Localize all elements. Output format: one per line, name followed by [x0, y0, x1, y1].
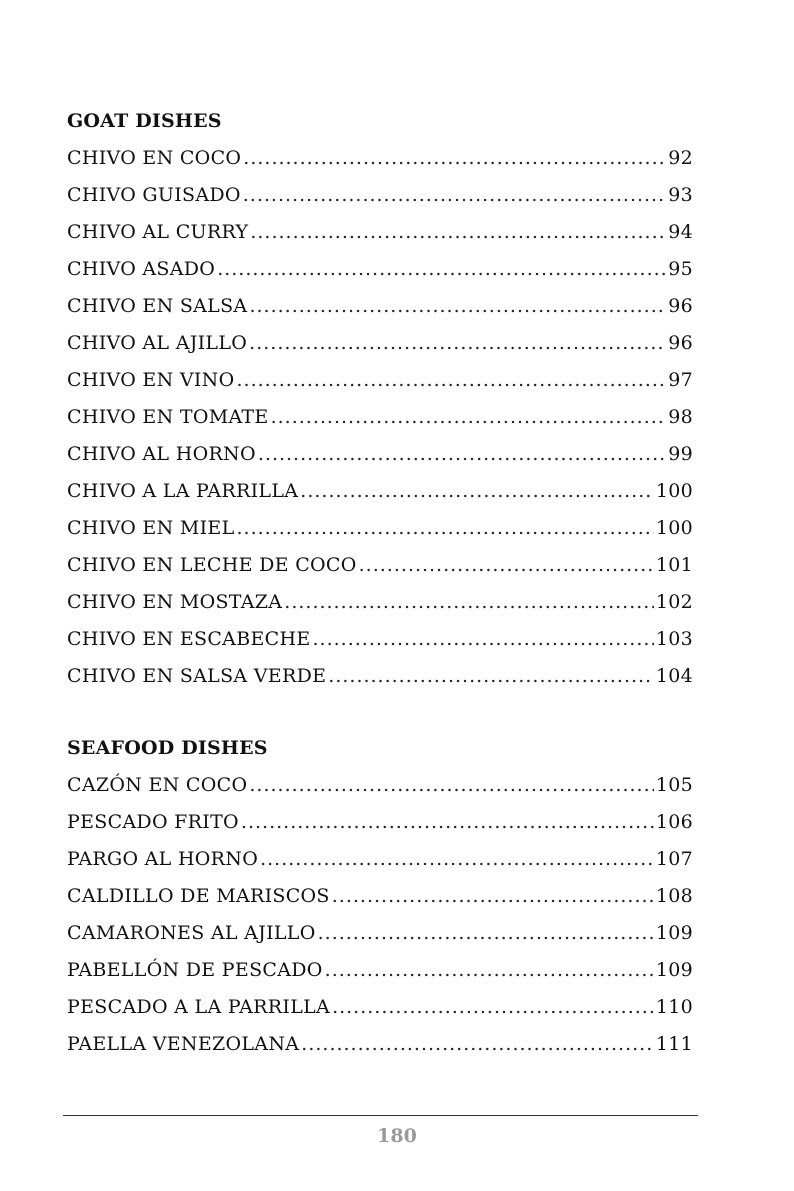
toc-entry-title: CHIVO EN MIEL [67, 517, 235, 539]
dot-leader [237, 515, 654, 541]
toc-entry-title: CHIVO AL HORNO [67, 443, 256, 465]
toc-entry [67, 478, 693, 515]
dot-leader [284, 589, 654, 615]
dot-leader [332, 883, 654, 909]
toc-entry-title: CHIVO EN SALSA [67, 295, 248, 317]
toc-entry [67, 994, 693, 1031]
page-number: 180 [377, 1125, 417, 1147]
dot-leader [359, 552, 654, 578]
toc-entry-page-number: 102 [655, 591, 693, 613]
dot-leader [250, 219, 666, 245]
toc-entry-title: CHIVO GUISADO [67, 184, 241, 206]
toc-entry [67, 1031, 693, 1068]
toc-entry-title: PAELLA VENEZOLANA [67, 1033, 300, 1055]
toc-list [67, 145, 693, 700]
toc-entry-page-number: 98 [668, 406, 693, 428]
toc-entry-page-number: 95 [668, 258, 693, 280]
section-heading: GOAT DISHES [67, 110, 222, 132]
toc-entry [67, 772, 693, 809]
dot-leader [271, 404, 667, 430]
toc-entry-page-number: 107 [655, 848, 693, 870]
dot-leader [313, 626, 654, 652]
toc-entry-page-number: 109 [655, 959, 693, 981]
toc-section-seafood-dishes [67, 735, 693, 1068]
toc-entry-title: CHIVO EN MOSTAZA [67, 591, 283, 613]
toc-entry-page-number: 97 [668, 369, 693, 391]
dot-leader [241, 809, 654, 835]
toc-entry-title: CHIVO EN ESCABECHE [67, 628, 311, 650]
toc-entry-page-number: 93 [668, 184, 693, 206]
toc-entry [67, 809, 693, 846]
toc-entry [67, 552, 693, 589]
toc-entry [67, 182, 693, 219]
toc-entry-page-number: 96 [668, 295, 693, 317]
toc-entry [67, 256, 693, 293]
toc-entry [67, 219, 693, 256]
dot-leader [243, 182, 666, 208]
toc-entry-title: CHIVO EN COCO [67, 147, 242, 169]
toc-entry [67, 367, 693, 404]
toc-entry-title: PESCADO FRITO [67, 811, 239, 833]
toc-entry-title: CHIVO EN SALSA VERDE [67, 665, 327, 687]
dot-leader [301, 1031, 654, 1057]
toc-entry-title: CHIVO ASADO [67, 258, 216, 280]
dot-leader [243, 145, 666, 171]
toc-entry-title: PESCADO A LA PARRILLA [67, 996, 331, 1018]
toc-entry-title: PABELLÓN DE PESCADO [67, 959, 323, 981]
dot-leader [249, 293, 666, 319]
toc-entry-title: PARGO AL HORNO [67, 848, 259, 870]
dot-leader [318, 920, 654, 946]
toc-entry-title: CALDILLO DE MARISCOS [67, 885, 330, 907]
toc-entry-title: CHIVO EN LECHE DE COCO [67, 554, 357, 576]
toc-entry-page-number: 106 [655, 811, 693, 833]
toc-entry [67, 404, 693, 441]
toc-entry-page-number: 111 [655, 1033, 693, 1055]
toc-entry-title: CHIVO AL AJILLO [67, 332, 248, 354]
dot-leader [260, 846, 654, 872]
toc-entry-title: CHIVO EN VINO [67, 369, 235, 391]
toc-entry-title: CAMARONES AL AJILLO [67, 922, 316, 944]
toc-entry [67, 663, 693, 700]
toc-entry-page-number: 110 [655, 996, 693, 1018]
toc-entry [67, 330, 693, 367]
toc-entry [67, 846, 693, 883]
dot-leader [328, 663, 654, 689]
toc-entry-page-number: 100 [655, 480, 693, 502]
toc-entry-page-number: 104 [655, 665, 693, 687]
toc-entry [67, 515, 693, 552]
dot-leader [325, 957, 654, 983]
dot-leader [258, 441, 666, 467]
toc-entry-title: CHIVO EN TOMATE [67, 406, 269, 428]
dot-leader [217, 256, 666, 282]
dot-leader [332, 994, 654, 1020]
toc-entry-page-number: 94 [668, 221, 693, 243]
dot-leader [249, 772, 653, 798]
toc-entry-page-number: 105 [655, 774, 693, 796]
toc-entry-page-number: 103 [655, 628, 693, 650]
toc-entry [67, 293, 693, 330]
toc-entry-page-number: 99 [668, 443, 693, 465]
dot-leader [300, 478, 654, 504]
toc-entry [67, 957, 693, 994]
footer-divider [63, 1115, 698, 1116]
toc-entry-title: CAZÓN EN COCO [67, 774, 248, 796]
toc-entry-title: CHIVO A LA PARRILLA [67, 480, 299, 502]
toc-entry-page-number: 100 [655, 517, 693, 539]
toc-entry-title: CHIVO AL CURRY [67, 221, 249, 243]
toc-entry [67, 441, 693, 478]
toc-entry-page-number: 108 [655, 885, 693, 907]
toc-list [67, 772, 693, 1068]
toc-entry-page-number: 109 [655, 922, 693, 944]
toc-entry [67, 883, 693, 920]
toc-entry [67, 145, 693, 182]
toc-entry [67, 626, 693, 663]
toc-entry-page-number: 96 [668, 332, 693, 354]
toc-entry [67, 920, 693, 957]
toc-entry [67, 589, 693, 626]
toc-entry-page-number: 92 [668, 147, 693, 169]
section-heading: SEAFOOD DISHES [67, 737, 268, 759]
toc-section-goat-dishes [67, 108, 693, 700]
toc-entry-page-number: 101 [655, 554, 693, 576]
dot-leader [236, 367, 666, 393]
dot-leader [249, 330, 666, 356]
